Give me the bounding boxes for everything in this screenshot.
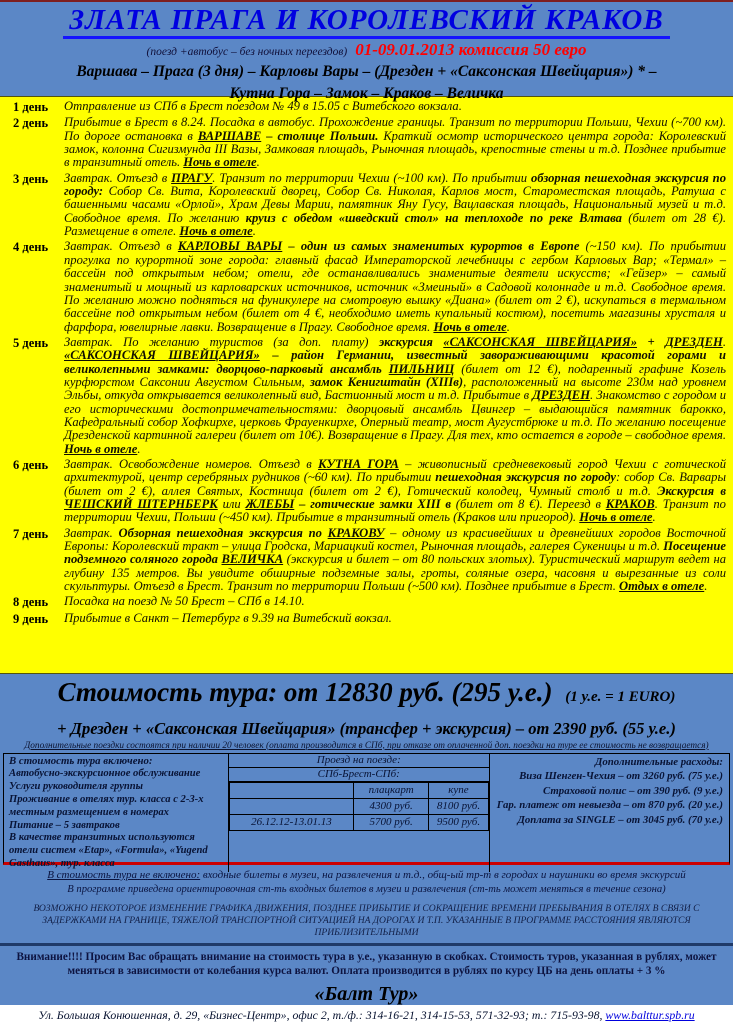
day-text-segment: ВАРШАВЕ <box>197 128 262 143</box>
day-text-segment: Экскурсия в <box>657 483 726 498</box>
itinerary-day-row <box>0 527 733 594</box>
train-header: Проезд на поезде: <box>229 754 489 768</box>
not-included-rest: входные билеты в музеи, на развлечения и т.д., общ-ый тр-т в городах и наушники во время экскурсий <box>200 868 686 881</box>
day-label: 8 день <box>13 595 49 610</box>
day-text-segment: – столице Польши. <box>261 128 379 143</box>
dresden-option-price: + Дрезден + «Саксонская Швейцария» (трансфер + экскурсия) – от 2390 руб. (55 у.е.) <box>57 718 676 738</box>
train-fare-cell <box>229 798 353 814</box>
approx-prices-note: В программе приведена ориентировочная ст-ть входных билетов в музеи и развлечения (ст-ть может меняться в течение сезона) <box>67 883 666 895</box>
day-text-segment: . <box>722 334 726 349</box>
tour-price-value: Стоимость тура: от 12830 руб. (295 у.е.) <box>57 677 553 707</box>
flyer-header <box>0 2 733 103</box>
itinerary-day-row <box>0 458 733 525</box>
day-text-segment: ДРЕЗДЕН <box>665 334 723 349</box>
day-label: 6 день <box>13 457 49 472</box>
train-fare-cell: купе <box>429 782 489 798</box>
day-text-segment: Прибытие в Санкт – Петербург в 9.39 на Витебский вокзал. <box>64 610 392 625</box>
itinerary-day-row <box>0 612 733 626</box>
expense-item: Виза Шенген-Чехия – от 3260 руб. (75 у.е.) <box>519 770 723 783</box>
itinerary-day-row <box>0 336 733 456</box>
day-description <box>64 458 733 525</box>
itinerary-day-row <box>0 240 733 333</box>
day-text-segment: – одному из красивейших и древнейших городов Восточной Европы: Королевский тракт – улица Гродска, Мариацкий костел, Рыночная площадь, галерея Сукеницы и т.д. <box>64 525 726 554</box>
day-text-segment: Ночь в отеле <box>64 441 138 456</box>
day-text-segment: ЧЕШСКИЙ ШТЕРНБЕРК <box>64 497 218 511</box>
route-line-1: Варшава – Прага (3 дня) – Карловы Вары – (Дрезден + «Саксонская Швейцария») * – <box>76 63 657 81</box>
day-description <box>64 527 733 594</box>
not-included-note <box>0 869 733 881</box>
day-text-segment: Краткий осмотр исторического центра города: Королевский замок, колонна Сигизмунда III Вазы, Замковая площадь, Рыночная площадь, крепостные стены и т.д. Позднее прибытие в транзитный отель. <box>64 128 726 170</box>
day-label: 4 день <box>13 240 49 255</box>
day-text-segment: : собор Св. Варвары (билет от 2 €), аллея Святых, Костница (билет от 2 €), Готический колодец, Чумный столб и т.д. <box>64 470 726 498</box>
subtitle-row <box>0 41 733 60</box>
day-text-segment: . <box>652 510 656 525</box>
pricing-section <box>0 677 733 1022</box>
day-label: 5 день <box>13 335 49 350</box>
train-fare-cell: 4300 руб. <box>354 798 429 814</box>
day-text-segment: круиз с обедом «шведский стол» на теплоходе по реке Влтава <box>245 210 622 225</box>
included-item: Питание – 5 завтраков <box>9 819 120 831</box>
day-text-segment: КРАКОВ <box>605 497 655 511</box>
day-text-segment: ПИЛЬНИЦ <box>388 361 455 376</box>
day-text-segment: или <box>217 497 246 511</box>
day-text-segment: (билет от 8 €). Переезд в <box>450 497 606 511</box>
train-fare-cell: 5700 руб. <box>354 814 429 830</box>
included-item: В качестве транзитных используются отели систем «Etap», «Formula», «Yugend Gasthaus», тур. класса <box>9 832 208 870</box>
day-text-segment: «САКСОНСКАЯ ШВЕЙЦАРИЯ» <box>64 348 260 363</box>
day-label: 3 день <box>13 171 49 186</box>
day-text-segment: . Знакомство с городом и его историческими достопримечательностями: дворцовый ансамбль Цвингер – выдающийся памятник барокко, Кафедральный собор Хофкирхе, церковь Фрауенкирхе, Оперный театр, мост Аугустбрюке и т.д. По желанию посещение Дрезденской картинной галереи (билет от 10€). Возвращение в Прагу. Для тех, кто остается в городе – свободное время. <box>64 388 726 443</box>
day-text-segment: Посещение подземного соляного города <box>64 539 726 567</box>
day-text-segment: Ночь в отеле <box>179 224 253 239</box>
day-text-segment: . Транзит по территории Чехии, Польши (~450 км). Прибытие в транзитный отель (Краков или пригород). <box>64 497 726 525</box>
train-fare-row <box>229 814 488 830</box>
expense-item: Гар. платеж от невыезда – от 870 руб. (20 у.е.) <box>496 799 723 812</box>
tour-dates-commission: 01-09.01.2013 комиссия 50 евро <box>355 40 587 60</box>
day-text-segment: – готические замки XIII в <box>294 497 451 511</box>
day-text-segment: Завтрак. Отъезд в <box>64 170 172 185</box>
day-text-segment: замок Кенигштайн (XIIIв) <box>309 374 464 389</box>
day-label: 7 день <box>13 526 49 541</box>
website-link[interactable]: www.balttur.spb.ru <box>605 1007 695 1022</box>
day-text-segment: (экскурсия и билет – от 80 польских злотых). Туристический маршрут ведет на глубину 135 метров. Вы увидите обширные подземные залы, гроты, соляные озера, часовня и вырезанные из соли скульптуры. Отъезд в Брест. Транзит по территории Польши (~500 км). Позднее прибытие в Брест. <box>64 552 726 594</box>
route-line-2: Кутна Гора – Замок – Краков – Величка <box>229 85 504 103</box>
included-list <box>9 768 223 871</box>
day-description <box>64 595 733 609</box>
schedule-warning: ВОЗМОЖНО НЕКОТОРОЕ ИЗМЕНЕНИЕ ГРАФИКА ДВИЖЕНИЯ, ПОЗДНЕЕ ПРИБЫТИЕ И СОКРАЩЕНИЕ ВРЕМЕНИ ПРЕБЫВАНИЯ В ОТЕЛЯХ В СВЯЗИ С ЗАДЕРЖКАМИ НА ГРАНИЦЕ, ТЯЖЕЛОЙ ТРАНСПОРТНОЙ СИТУАЦИЕЙ НА ДОРОГАХ И Т.П. УКАЗАННЫЕ В ПРОГРАММЕ РАССТОЯНИЯ ЯВЛЯЮТСЯ ПРИБЛИЗИТЕЛЬНЫМИ <box>33 902 700 938</box>
day-text-segment: Ночь в отеле <box>433 319 507 334</box>
day-text-segment: (билет от 12 €), подаренный графине Козель курфюрстом Саксонии Августом Сильным, <box>64 361 727 389</box>
expense-item: Доплата за SINGLE – от 3045 руб. (70 у.е.) <box>517 813 723 826</box>
included-header: В стоимость тура включено: <box>9 754 153 767</box>
expenses-list <box>496 769 723 827</box>
expenses-column <box>490 754 729 873</box>
train-route-subheader: СПб-Брест-СПб: <box>229 768 489 782</box>
itinerary-day-row <box>0 172 733 239</box>
day-description <box>64 100 733 114</box>
day-text-segment: – один из самых знаменитых курортов в Европе <box>282 239 580 254</box>
day-label: 1 день <box>13 100 49 114</box>
expense-item: Страховой полис – от 390 руб. (9 у.е.) <box>543 784 723 797</box>
included-item: Услуги руководителя группы <box>9 780 144 792</box>
day-description <box>64 612 733 626</box>
train-column <box>229 754 490 873</box>
day-text-segment: + <box>637 334 666 349</box>
day-text-segment: КУТНА ГОРА <box>318 456 399 471</box>
day-text-segment: . Транзит по территории Чехии (~100 км). По прибытии <box>212 170 531 185</box>
train-fare-cell: 26.12.12-13.01.13 <box>229 814 353 830</box>
day-text-segment: Ночь в отеле <box>183 155 257 170</box>
section-divider <box>0 943 733 946</box>
company-name: «Балт Тур» <box>314 982 419 1005</box>
not-included-lead: В стоимость тура не включено: <box>47 868 201 881</box>
company-address <box>0 1008 733 1023</box>
day-text-segment: Посадка на поезд № 50 Брест – СПб в 14.10. <box>64 594 305 609</box>
day-text-segment: . <box>506 319 510 334</box>
day-text-segment: Завтрак. Освобождение номеров. Отъезд в <box>64 456 319 471</box>
day-label: 9 день <box>13 611 49 626</box>
day-text-segment: , расположенный на высоте 230м над уровнем Эльбы, откуда открывается великолепный вид, Бастионный мост и т.д. Прибытие в <box>64 374 726 403</box>
train-fare-cell <box>229 782 353 798</box>
day-text-segment: КАРЛОВЫ ВАРЫ <box>177 239 283 254</box>
day-text-segment: Ночь в отеле <box>579 510 653 525</box>
day-text-segment: ВЕЛИЧКА <box>221 552 284 567</box>
day-text-segment: Завтрак. По желанию туристов (за доп. плату) <box>64 334 379 349</box>
train-fare-row <box>229 782 488 798</box>
tour-price-heading <box>0 678 733 708</box>
day-description <box>64 116 733 169</box>
day-text-segment: Прибытие в Брест в 8.24. Посадка в автобус. Прохождение границы. Транзит по территории Польши, Чехии (~700 км). По дороге остановка в <box>64 115 726 143</box>
day-text-segment: ЖЛЕБЫ <box>245 497 295 511</box>
day-text-segment: ПРАГУ <box>171 170 213 185</box>
extra-trips-note: Дополнительные поездки состоятся при наличии 20 человек (оплата производится в СПб, при отказе от оплаченной доп. поездки на туре ее стоимость не возвращается) <box>24 740 709 751</box>
train-table-body <box>229 782 488 830</box>
itinerary-table <box>0 96 733 674</box>
day-description <box>64 240 733 333</box>
train-fare-cell: 9500 руб. <box>429 814 489 830</box>
day-text-segment: . <box>704 579 708 594</box>
expenses-header: Дополнительные расходы: <box>595 755 723 768</box>
day-text-segment: Отправление из СПб в Брест поездом № 49 в 15.05 с Витебского вокзала. <box>64 99 462 113</box>
page-title: ЗЛАТА ПРАГА И КОРОЛЕВСКИЙ КРАКОВ <box>63 5 669 39</box>
included-item: Автобусно-экскурсионное обслуживание <box>9 767 201 779</box>
day-text-segment: Завтрак. Отъезд в <box>64 239 178 254</box>
day-description <box>64 172 733 239</box>
day-text-segment: «САКСОНСКАЯ ШВЕЙЦАРИЯ» <box>443 334 638 349</box>
day-text-segment: (билет от 28 €). Размещение в отеле. <box>64 210 726 239</box>
day-text-segment: . <box>137 441 141 456</box>
day-text-segment: Обзорная пешеходная экскурсия по <box>118 525 328 540</box>
day-text-segment: . <box>252 224 256 239</box>
day-text-segment: Отдых в отеле <box>619 579 705 594</box>
day-text-segment: КРАКОВУ <box>327 525 385 540</box>
day-text-segment: . <box>256 155 260 170</box>
currency-rate-note: (1 у.е. = 1 EURO) <box>565 689 676 705</box>
train-fare-cell: 8100 руб. <box>429 798 489 814</box>
day-text-segment: – район Германии, известный завораживающими красотой горами и великолепными замками: дворцово-парковый ансамбль <box>64 348 726 376</box>
day-text-segment: – живописный средневековый город Чехии с готической архитектурой, центр серебряных рудников (~60 км). По прибытии <box>64 456 726 485</box>
itinerary-day-row <box>0 116 733 169</box>
cost-info-table <box>3 753 730 870</box>
attention-note: Внимание!!!! Просим Вас обращать внимание на стоимость тура в у.е., указанную в скобках. Стоимость туров, указанная в рублях, может меняться в зависимости от колебания курса валют. Оплата производится в рублях по курсу ЦБ на день оплаты + 3 % <box>16 950 717 977</box>
day-text-segment: обзорная пешеходная экскурсия по городу: <box>64 170 726 199</box>
itinerary-day-row <box>0 100 733 114</box>
train-fare-row <box>229 798 488 814</box>
day-text-segment: Завтрак. <box>64 525 119 540</box>
day-description <box>64 336 733 456</box>
day-text-segment: Собор Св. Вита, Королевский дворец, Собор Св. Николая, Карлов мост, Староместская площадь, Ратуша с башенными часами «Орлой», Храм Девы Марии, памятник Яну Гусу, Вацлавская площадь, Национальный музей и т.д. Свободное время. По желанию <box>64 184 726 225</box>
day-label: 2 день <box>13 116 49 131</box>
included-column <box>4 754 229 873</box>
address-text: Ул. Большая Конюшенная, д. 29, «Бизнес-Центр», офис 2, т./ф.: 314-16-21, 314-15-53, 571-32-93; т.: 715-93-98, <box>38 1007 606 1022</box>
day-text-segment: экскурсия <box>378 334 444 349</box>
transport-note: (поезд +автобус – без ночных переездов) <box>146 46 348 59</box>
day-text-segment: пешеходная экскурсия по городу <box>435 470 616 485</box>
train-fares-table <box>229 782 489 831</box>
included-item: Проживание в отелях тур. класса с 2-3-х местным размещением в номерах <box>9 793 204 818</box>
train-fare-cell: плацкарт <box>354 782 429 798</box>
day-text-segment: ДРЕЗДЕН <box>532 388 590 403</box>
day-text-segment: (~150 км). По прибытии прогулка по курортной зоне города: главный фасад Императорской лечебницы с гербом Карловых Вар; «Термал» – бассейн под открытым небом; отели, где останавливались знаменитые деятели искусств; «Гейзер» – самый знаменитый и мощный из карловарских источников, источник «Змеиный» в Садовой колоннаде и т.д. Свободное время. По желанию можно подняться на фуникулере на смотровую вышку «Диана» (билет от 2 €), искупаться в термальном бассейне под открытым небом (билет от 4 €, необходимо иметь купальный костюм), посетить магазины хрусталя и фарфора, ювелирные лавки. Возвращение в Прагу. Свободное время. <box>64 239 726 334</box>
itinerary-day-row <box>0 595 733 609</box>
